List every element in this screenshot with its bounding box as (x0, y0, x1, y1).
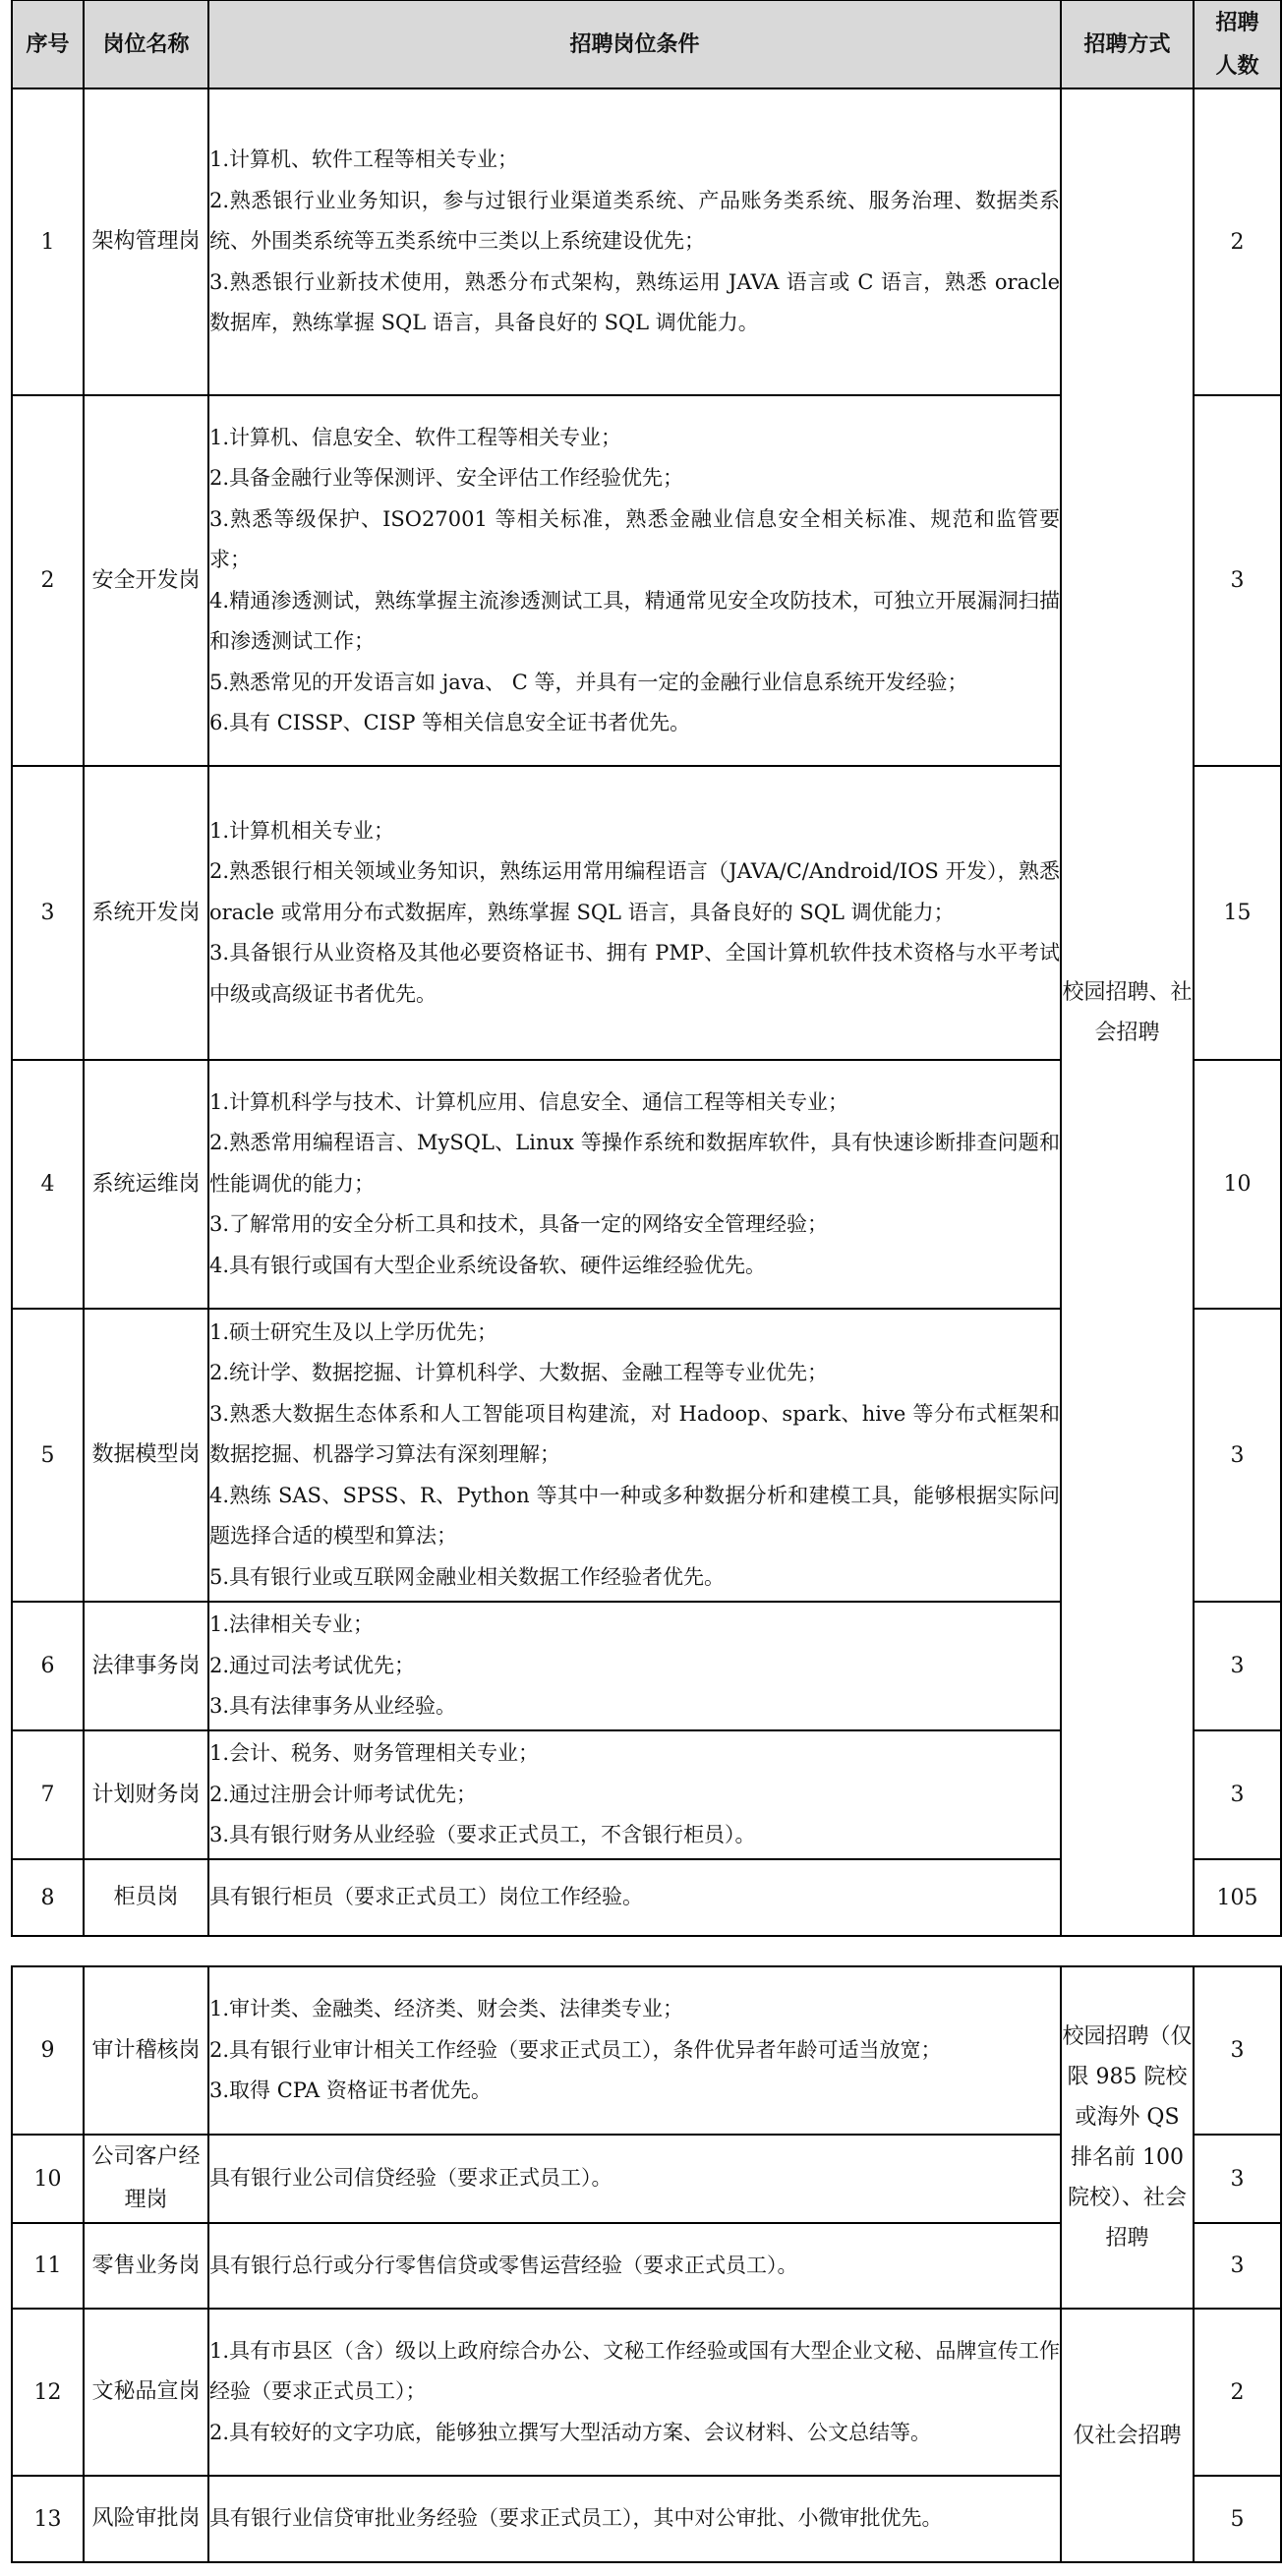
requirement-item: 3.熟悉银行业新技术使用，熟悉分布式架构，熟练运用 JAVA 语言或 C 语言，熟悉 oracle 数据库，熟练掌握 SQL 语言，具备良好的 SQL 调优能力。 (209, 269, 1060, 335)
requirement-item: 2.具有较好的文字功底，能够独立撰写大型活动方案、会议材料、公文总结等。 (209, 2420, 932, 2444)
headcount: 3 (1194, 1730, 1281, 1859)
row-number: 8 (12, 1859, 84, 1936)
headcount: 3 (1194, 395, 1281, 766)
requirement-item: 具有银行业信贷审批业务经验（要求正式员工），其中对公审批、小微审批优先。 (209, 2506, 943, 2531)
headcount: 15 (1194, 766, 1281, 1060)
requirements-cell (208, 2476, 1061, 2562)
row-number: 12 (12, 2309, 84, 2476)
row-number: 9 (12, 1966, 84, 2135)
requirement-item: 1.会计、税务、财务管理相关专业； (209, 1741, 540, 1766)
table-row (12, 2309, 1281, 2476)
requirement-item: 具有银行总行或分行零售信贷或零售运营经验（要求正式员工）。 (209, 2253, 798, 2277)
requirement-item: 5.具有银行业或互联网金融业相关数据工作经验者优先。 (209, 1564, 726, 1589)
requirement-item: 3.取得 CPA 资格证书者优先。 (209, 2078, 492, 2103)
row-number: 6 (12, 1602, 84, 1730)
requirements-cell (208, 1060, 1061, 1309)
requirement-item: 2.具有银行业审计相关工作经验（要求正式员工），条件优异者年龄可适当放宽； (209, 2037, 942, 2062)
row-number: 5 (12, 1309, 84, 1602)
requirement-item: 2.通过司法考试优先； (209, 1653, 416, 1677)
requirements-cell (208, 1966, 1061, 2135)
requirement-item: 3.具备银行从业资格及其他必要资格证书、拥有 PMP、全国计算机软件技术资格与水平考试中级或高级证书者优先。 (209, 941, 1060, 1006)
requirement-item: 1.计算机、信息安全、软件工程等相关专业； (209, 425, 622, 449)
requirement-item: 1.计算机相关专业； (209, 818, 395, 843)
requirements-cell (208, 1309, 1061, 1602)
header-no: 序号 (12, 1, 84, 89)
requirement-item: 4.具有银行或国有大型企业系统设备软、硬件运维经验优先。 (209, 1253, 767, 1277)
position-name: 计划财务岗 (84, 1730, 208, 1859)
requirement-item: 3.熟悉大数据生态体系和人工智能项目构建流，对 Hadoop、spark、hive 等分布式框架和数据挖掘、机器学习算法有深刻理解； (209, 1401, 1060, 1467)
requirement-item: 4.精通渗透测试，熟练掌握主流渗透测试工具，精通常见安全攻防技术，可独立开展漏洞扫描和渗透测试工作； (209, 588, 1060, 653)
requirement-item: 1.具有市县区（含）级以上政府综合办公、文秘工作经验或国有大型企业文秘、品牌宣传工作经验（要求正式员工）； (209, 2338, 1060, 2404)
requirement-item: 1.计算机、软件工程等相关专业； (209, 147, 519, 172)
requirement-item: 3.具有银行财务从业经验（要求正式员工，不含银行柜员）。 (209, 1823, 756, 1847)
recruitment-method (1061, 2309, 1194, 2562)
requirement-item: 4.熟练 SAS、SPSS、R、Python 等其中一种或多种数据分析和建模工具，能够根据实际问题选择合适的模型和算法； (209, 1483, 1060, 1549)
headcount: 10 (1194, 1060, 1281, 1309)
table-header-row (12, 1, 1281, 89)
recruitment-method-text: 仅社会招聘 (1073, 2423, 1182, 2448)
recruitment-table-main (11, 0, 1282, 1937)
requirements-cell (208, 395, 1061, 766)
position-name: 风险审批岗 (84, 2476, 208, 2562)
requirements-cell (208, 2309, 1061, 2476)
table-row (12, 1966, 1281, 2135)
requirement-item: 3.了解常用的安全分析工具和技术，具备一定的网络安全管理经验； (209, 1212, 829, 1237)
position-name: 柜员岗 (84, 1859, 208, 1936)
requirements-cell (208, 2135, 1061, 2223)
row-number: 1 (12, 88, 84, 395)
requirement-item: 1.法律相关专业； (209, 1612, 375, 1637)
header-count-line2: 人数 (1215, 53, 1259, 79)
position-name: 数据模型岗 (84, 1309, 208, 1602)
position-name: 系统运维岗 (84, 1060, 208, 1309)
header-count (1194, 1, 1281, 89)
headcount: 3 (1194, 2135, 1281, 2223)
headcount: 2 (1194, 88, 1281, 395)
requirement-item: 2.熟悉银行业业务知识，参与过银行业渠道类系统、产品账务类系统、服务治理、数据类系统、外围类系统等五类系统中三类以上系统建设优先； (209, 188, 1060, 254)
requirement-item: 3.熟悉等级保护、ISO27001 等相关标准，熟悉金融业信息安全相关标准、规范和监管要求； (209, 506, 1060, 571)
position-name: 安全开发岗 (84, 395, 208, 766)
headcount: 105 (1194, 1859, 1281, 1936)
header-requirements: 招聘岗位条件 (208, 1, 1061, 89)
requirement-item: 2.通过注册会计师考试优先； (209, 1782, 478, 1806)
requirement-item: 5.熟悉常见的开发语言如 java、 C 等，并具有一定的金融行业信息系统开发经验； (209, 670, 968, 694)
requirements-cell (208, 1730, 1061, 1859)
headcount: 3 (1194, 1309, 1281, 1602)
row-number: 4 (12, 1060, 84, 1309)
headcount: 5 (1194, 2476, 1281, 2562)
requirements-cell (208, 88, 1061, 395)
requirement-item: 1.计算机科学与技术、计算机应用、信息安全、通信工程等相关专业； (209, 1089, 849, 1114)
headcount: 3 (1194, 2223, 1281, 2309)
header-count-line1: 招聘 (1215, 10, 1259, 35)
row-number: 13 (12, 2476, 84, 2562)
header-method: 招聘方式 (1061, 1, 1194, 89)
row-number: 10 (12, 2135, 84, 2223)
position-name: 审计稽核岗 (84, 1966, 208, 2135)
requirements-cell (208, 2223, 1061, 2309)
row-number: 2 (12, 395, 84, 766)
row-number: 11 (12, 2223, 84, 2309)
requirement-item: 具有银行业公司信贷经验（要求正式员工）。 (209, 2166, 612, 2191)
requirement-item: 6.具有 CISSP、CISP 等相关信息安全证书者优先。 (209, 711, 691, 734)
requirements-cell (208, 766, 1061, 1060)
row-number: 3 (12, 766, 84, 1060)
table-row (12, 88, 1281, 395)
position-name: 零售业务岗 (84, 2223, 208, 2309)
requirements-cell (208, 1859, 1061, 1936)
requirement-item: 1.硕士研究生及以上学历优先； (209, 1319, 498, 1344)
header-position-name: 岗位名称 (84, 1, 208, 89)
requirement-item: 2.具备金融行业等保测评、安全评估工作经验优先； (209, 466, 684, 490)
position-name: 公司客户经理岗 (84, 2135, 208, 2223)
requirement-item: 1.审计类、金融类、经济类、财会类、法律类专业； (209, 1997, 684, 2021)
headcount: 3 (1194, 1602, 1281, 1730)
position-name: 系统开发岗 (84, 766, 208, 1060)
requirements-cell (208, 1602, 1061, 1730)
row-number: 7 (12, 1730, 84, 1859)
requirement-item: 2.熟悉常用编程语言、MySQL、Linux 等操作系统和数据库软件，具有快速诊断排查问题和性能调优的能力； (209, 1131, 1060, 1196)
recruitment-method-text: 校园招聘、社会招聘 (1062, 979, 1193, 1045)
headcount: 3 (1194, 1966, 1281, 2135)
requirement-item: 2.熟悉银行相关领域业务知识，熟练运用常用编程语言（JAVA/C/Android/IOS 开发），熟悉 oracle 或常用分布式数据库，熟练掌握 SQL 语言，具备良好的 SQL 调优能力； (209, 859, 1060, 924)
position-name: 架构管理岗 (84, 88, 208, 395)
requirement-item: 具有银行柜员（要求正式员工）岗位工作经验。 (209, 1885, 643, 1909)
recruitment-method (1061, 88, 1194, 1936)
requirement-item: 3.具有法律事务从业经验。 (209, 1694, 457, 1719)
position-name: 文秘品宣岗 (84, 2309, 208, 2476)
requirement-item: 2.统计学、数据挖掘、计算机科学、大数据、金融工程等专业优先； (209, 1361, 829, 1385)
recruitment-method-text: 校园招聘（仅限 985 院校或海外 QS 排名前 100 院校）、社会招聘 (1062, 2024, 1193, 2251)
position-name: 法律事务岗 (84, 1602, 208, 1730)
recruitment-method (1061, 1966, 1194, 2309)
headcount: 2 (1194, 2309, 1281, 2476)
recruitment-table-continued (11, 1965, 1282, 2563)
